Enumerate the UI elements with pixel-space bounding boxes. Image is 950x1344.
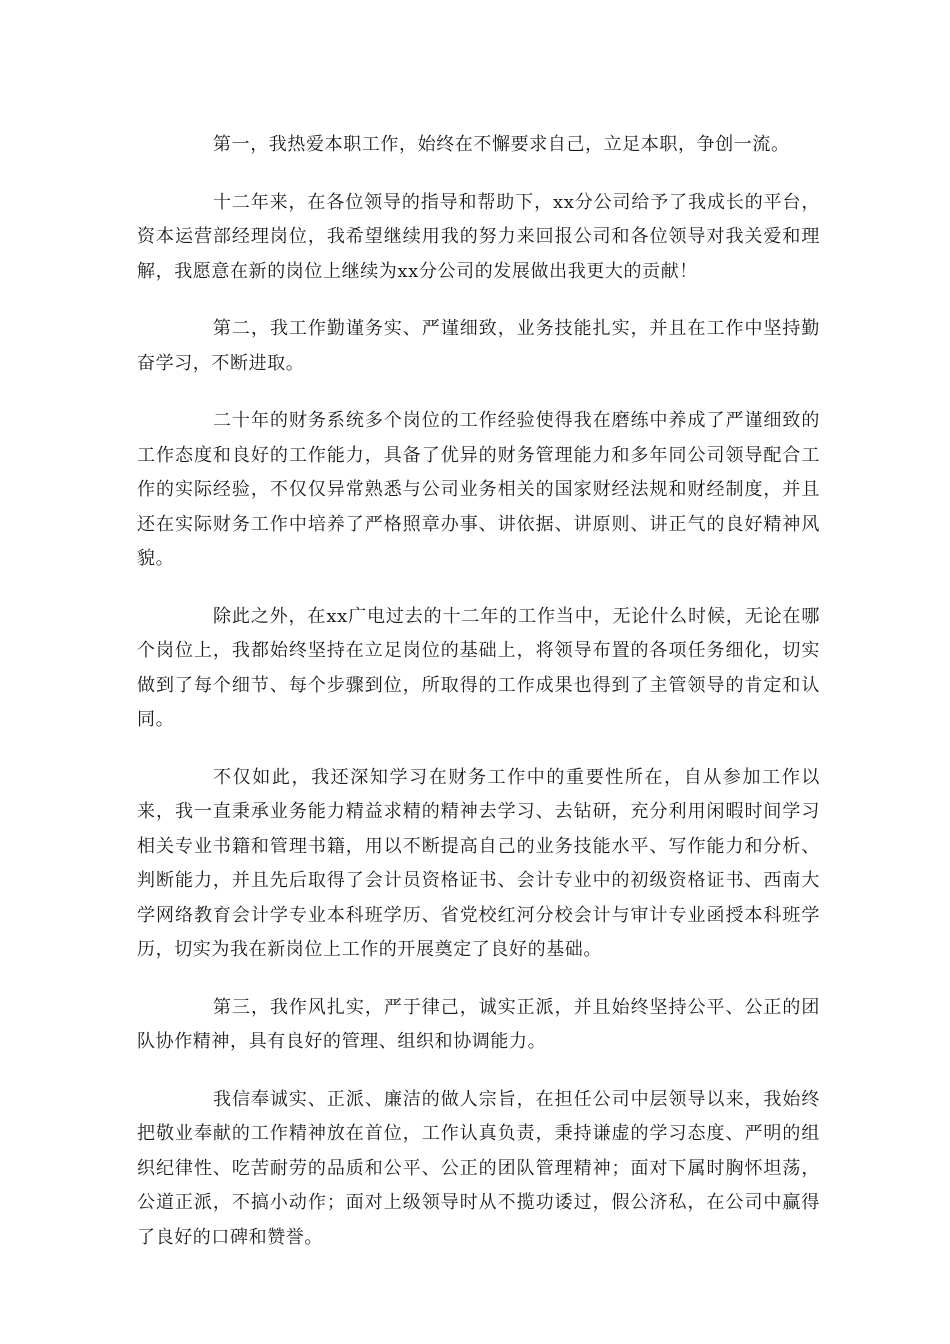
paragraph-5: 除此之外，在xx广电过去的十二年的工作当中，无论什么时候，无论在哪个岗位上，我都始终坚持在立足岗位的基础上，将领导布置的各项任务细化，切实做到了每个细节、每个步骤到位，所取得的工作成果也得到了主管领导的肯定和认同。	[137, 605, 820, 730]
paragraph-1: 第一，我热爱本职工作，始终在不懈要求自己，立足本职，争创一流。	[213, 134, 790, 155]
paragraph-6: 不仅如此，我还深知学习在财务工作中的重要性所在，自从参加工作以来，我一直秉承业务能力精益求精的精神去学习、去钻研，充分利用闲暇时间学习相关专业书籍和管理书籍，用以不断提高自己的业务技能水平、写作能力和分析、判断能力，并且先后取得了会计员资格证书、会计专业中的初级资格证书、西南大学网络教育会计学专业本科班学历、省党校红河分校会计与审计专业函授本科班学历，切实为我在新岗位上工作的开展奠定了良好的基础。	[137, 766, 820, 960]
paragraph-4: 二十年的财务系统多个岗位的工作经验使得我在磨练中养成了严谨细致的工作态度和良好的工作能力，具备了优异的财务管理能力和多年同公司领导配合工作的实际经验，不仅仅异常熟悉与公司业务相关的国家财经法规和财经制度，并且还在实际财务工作中培养了严格照章办事、讲依据、讲原则、讲正气的良好精神风貌。	[137, 410, 820, 569]
paragraph-8: 我信奉诚实、正派、廉洁的做人宗旨，在担任公司中层领导以来，我始终把敬业奉献的工作精神放在首位，工作认真负责，秉持谦虚的学习态度、严明的组织纪律性、吃苦耐劳的品质和公平、公正的团队管理精神；面对下属时胸怀坦荡，公道正派，不搞小动作；面对上级领导时从不揽功诿过，假公济私，在公司中赢得了良好的口碑和赞誉。	[137, 1088, 820, 1248]
paragraph-7: 第三，我作风扎实，严于律己，诚实正派，并且始终坚持公平、公正的团队协作精神，具有良好的管理、组织和协调能力。	[137, 996, 820, 1052]
document-body	[137, 128, 820, 1278]
paragraph-3: 第二，我工作勤谨务实、严谨细致，业务技能扎实，并且在工作中坚持勤奋学习，不断进取。	[137, 318, 820, 374]
paragraph-2: 十二年来，在各位领导的指导和帮助下，xx分公司给予了我成长的平台，资本运营部经理岗位，我希望继续用我的努力来回报公司和各位领导对我关爱和理解，我愿意在新的岗位上继续为xx分公司的发展做出我更大的贡献！	[137, 191, 820, 282]
